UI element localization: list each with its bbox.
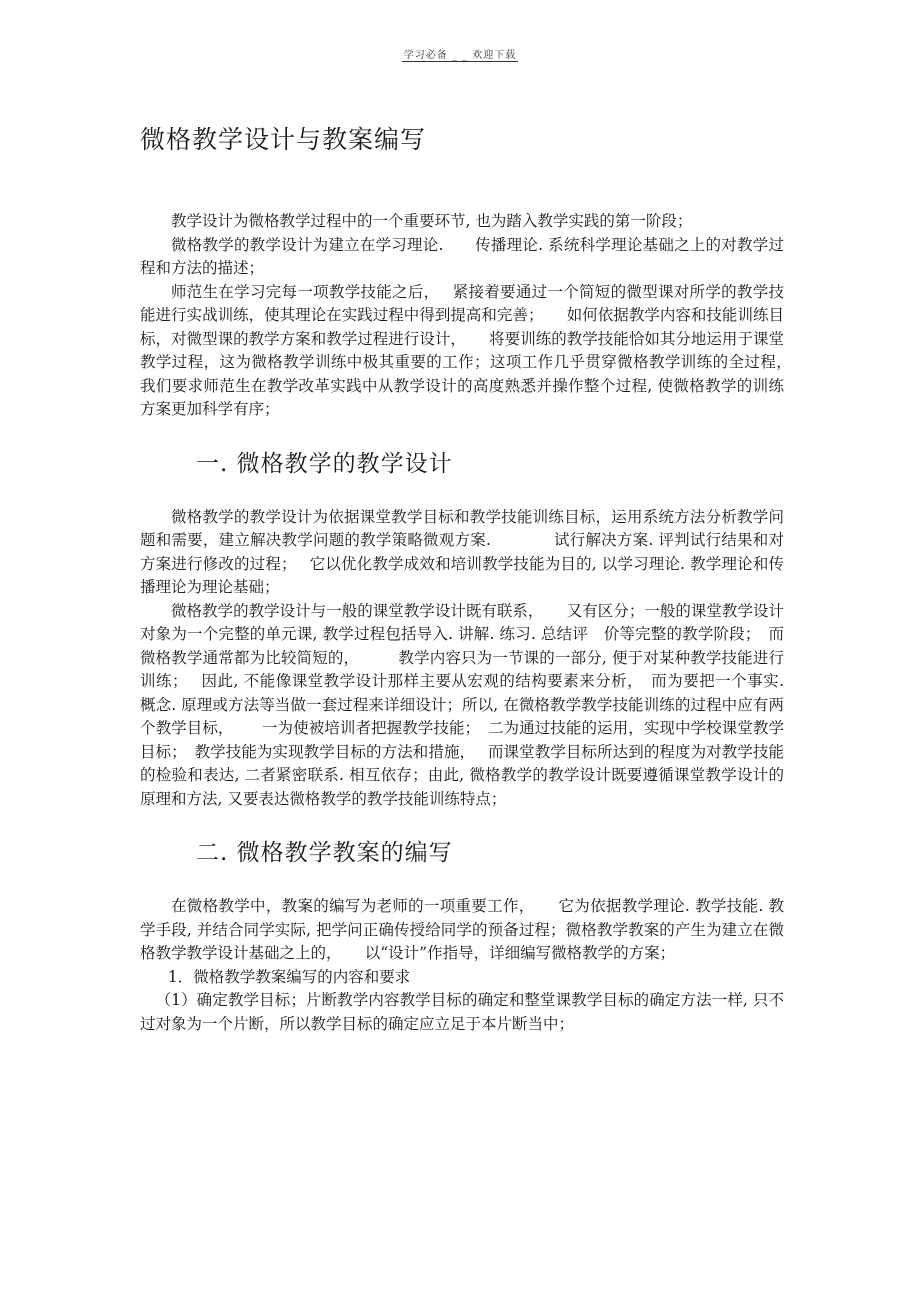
- page-header-note: [0, 46, 920, 61]
- section-2-item-1: （1）确定教学目标；片断教学内容教学目标的确定和整堂课教学目标的确定方法一样, 只不过对象为一个片断，所以教学目标的确定应立足于本片断当中；: [140, 991, 784, 1033]
- intro-paragraph-1: 教学设计为微格教学过程中的一个重要环节, 也为踏入教学实践的第一阶段；: [171, 212, 693, 230]
- intro-paragraph-3: 师范生在学习完每一项教学技能之后， 紧接着要通过一个简短的微型课对所学的教学技能进行实战训练，使其理论在实践过程中得到提高和完善； 如何依据教学内容和技能训练目标，对微型课的教学方案和教学过程进行设计， 将要训练的教学技能恰如其分地运用于课堂教学过程，这为微格教学训练中极其重要的工作；这项工作几乎贯穿微格教学训练的全过程， 我们要求师范生在教学改革实践中从教学设计的高度熟悉并操作整个过程, 使微格教学的训练方案更加科学有序；: [140, 282, 820, 418]
- section-1-paragraph-1: 微格教学的教学设计为依据课堂教学目标和教学技能训练目标，运用系统方法分析教学问题和需要，建立解决教学问题的教学策略微观方案. 试行解决方案. 评判试行结果和对方案进行修改的过程； 它以优化教学成效和培训教学技能为目的, 以学习理论. 教学理论和传播理论为理论基础；: [140, 507, 784, 596]
- document-title: 微格教学设计与教案编写: [140, 125, 427, 154]
- intro-paragraph-2: 微格教学的教学设计为建立在学习理论. 传播理论. 系统科学理论基础之上的对教学过程和方法的描述；: [140, 235, 784, 277]
- section-2-paragraph-1: 在微格教学中，教案的编写为老师的一项重要工作， 它为依据教学理论. 教学技能. 教学手段, 并结合同学实际, 把学问正确传授给同学的预备过程；微格教学教案的产生为建立在微格教学教学设计基础之上的， 以“设计”作指导，详细编写微格教学的方案；: [140, 897, 784, 962]
- document-body: [140, 122, 820, 1036]
- section-1-heading: 一. 微格教学的教学设计: [196, 450, 453, 477]
- section-1-paragraph-2: 微格教学的教学设计与一般的课堂教学设计既有联系， 又有区分；一般的课堂教学设计对象为一个完整的单元课, 教学过程包括导入. 讲解. 练习. 总结评 价等完整的教学阶段； 而微格教学通常都为比较简短的， 教学内容只为一节课的一部分, 便于对某种教学技能进行训练； 因此, 不能像课堂教学设计那样主要从宏观的结构要素来分析， 而为要把一个事实. 概念. 原理或方法等当做一套过程来详细设计；所以, 在微格教学教学技能训练的过程中应有两个教学目标， 一为使被培训者把握教学技能； 二为通过技能的运用，实现中学校课堂教学目标； 教学技能为实现教学目标的方法和措施， 而课堂教学目标所达到的程度为对教学技能的检验和表达, 二者紧密联系. 相互依存；由此, 微格教学的教学设计既要遵循课堂教学设计的原理和方法, 又要表达微格教学的教学技能训练特点；: [140, 601, 784, 808]
- header-note-text: 学习必备 _ _ 欢迎下载: [403, 50, 517, 61]
- section-2-heading: 二. 微格教学教案的编写: [196, 840, 453, 866]
- section-2-subheading: 1．微格教学教案编写的内容和要求: [167, 967, 411, 986]
